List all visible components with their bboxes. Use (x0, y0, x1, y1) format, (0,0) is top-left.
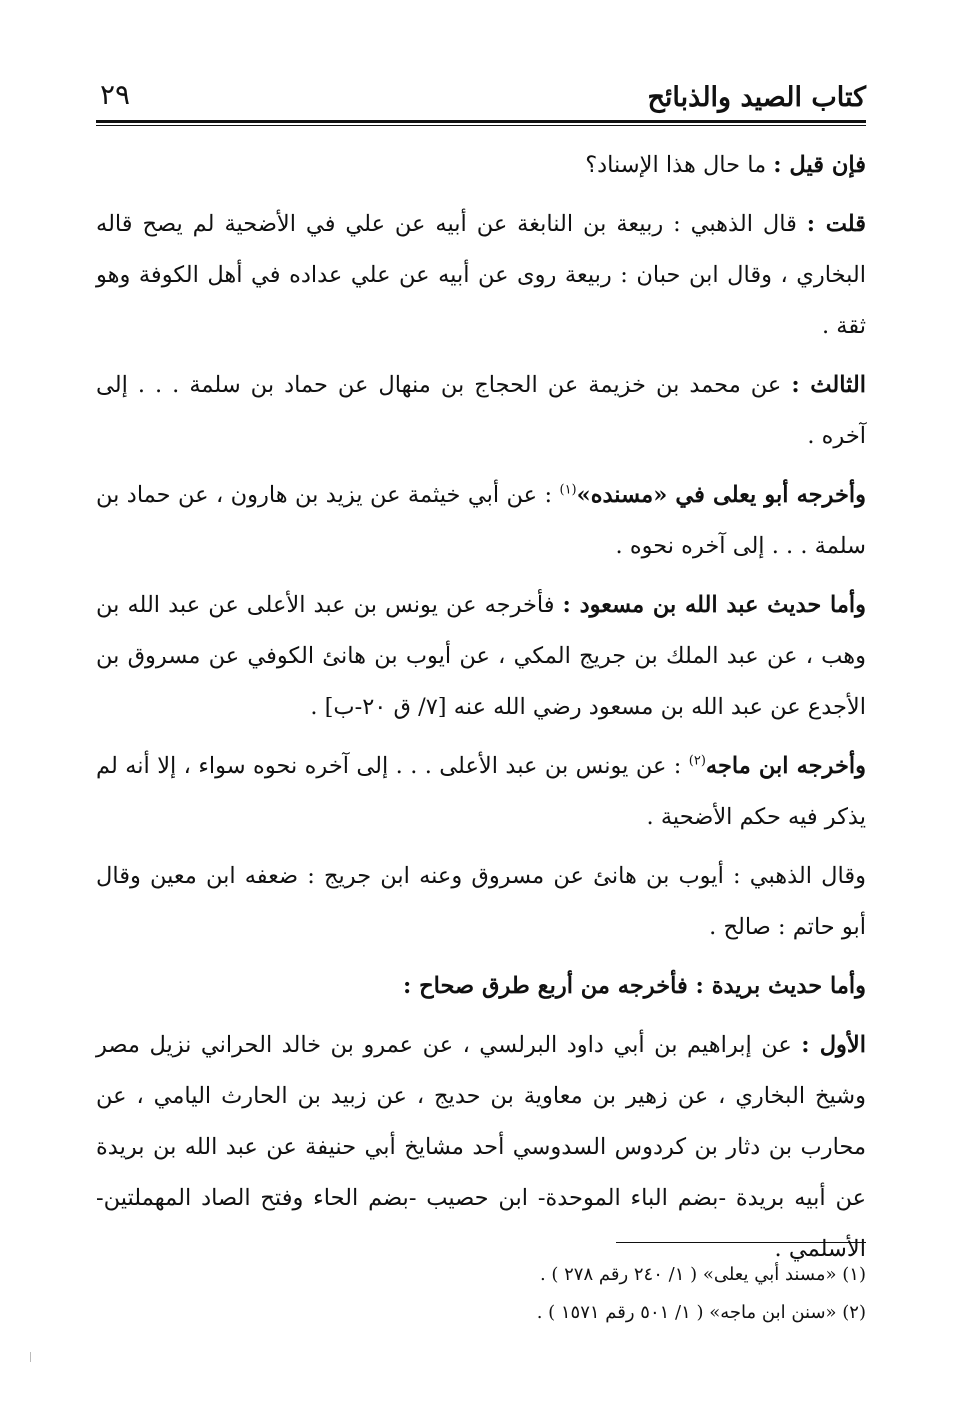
paragraph-lead: وأما حديث عبد الله بن مسعود : (562, 592, 866, 618)
paragraph (96, 140, 866, 191)
scan-mark (30, 1352, 31, 1362)
book-page (96, 70, 866, 1323)
paragraph-text: : عن أبي خيثمة عن يزيد بن هارون ، عن حماد بن سلمة . . . إلى آخره نحوه . (96, 482, 866, 559)
footnote: (٢) «سنن ابن ماجه» ( ١/ ٥٠١ رقم ١٥٧١ ) . (536, 1302, 866, 1323)
paragraph (96, 851, 866, 953)
paragraph-lead: فإن قيل : (773, 152, 866, 178)
page-header (96, 70, 866, 126)
paragraph-text: عن محمد بن خزيمة عن الحجاج بن منهال عن حماد بن سلمة . . . إلى آخره . (96, 372, 866, 449)
header-rule (96, 120, 866, 123)
header-rule-thin (96, 125, 866, 126)
paragraph-lead: وأخرجه أبو يعلى في «مسنده» (576, 482, 866, 508)
paragraph-text: قال الذهبي : ربيعة بن النابغة عن أبيه عن علي في الأضحية لم يصح قاله البخاري ، وقال ابن حبان : ربيعة روى عن أبيه عن علي عداده في أهل الكوفة وهو ثقة . (96, 211, 866, 339)
paragraph-lead: الأول : (801, 1032, 866, 1058)
paragraph (96, 741, 866, 843)
footnote-ref: (٢) (688, 753, 706, 769)
paragraph (96, 1020, 866, 1275)
running-title: كتاب الصيد والذبائح (647, 82, 866, 113)
footnotes (96, 1256, 866, 1332)
paragraph (96, 360, 866, 462)
section-heading (96, 961, 866, 1012)
section-heading-text: وأما حديث بريدة : فأخرجه من أربع طرق صحاح : (403, 973, 866, 999)
paragraph (96, 470, 866, 572)
paragraph-lead: الثالث : (791, 372, 866, 398)
paragraph-text: فأخرجه عن يونس بن عبد الأعلى عن عبد الله بن وهب ، عن عبد الملك بن جريج المكي ، عن أيوب بن هانئ الكوفي عن مسروق بن الأجدع عن عبد الله بن مسعود رضي الله عنه [٧/ ق ٢٠-ب] . (96, 592, 866, 720)
paragraph-lead: وأخرجه ابن ماجه (705, 753, 866, 779)
footnote: (١) «مسند أبي يعلى» ( ١/ ٢٤٠ رقم ٢٧٨ ) . (539, 1264, 866, 1285)
paragraph-text: : عن يونس بن عبد الأعلى . . . إلى آخره نحوه سواء ، إلا أنه لم يذكر فيه حكم الأضحية . (96, 753, 866, 830)
paragraph-text: عن إبراهيم بن أبي داود البرلسي ، عن عمرو بن خالد الحراني نزيل مصر وشيخ البخاري ، عن زهير بن معاوية بن حديج ، عن زبيد بن الحارث اليامي ، عن محارب بن دثار بن كردوس السدوسي أحد مشايخ أبي حنيفة عن عبد الله بن بريدة عن أبيه بريدة -بضم الباء الموحدة- ابن حصيب -بضم الحاء وفتح الصاد المهملتين- الأسلمي . (96, 1032, 866, 1262)
footnote-ref: (١) (559, 482, 577, 498)
paragraph-text: وقال الذهبي : أيوب بن هانئ عن مسروق وعنه ابن جريج : ضعفه ابن معين وقال أبو حاتم : صالح . (96, 863, 866, 940)
paragraph (96, 199, 866, 352)
page-body (96, 140, 866, 1275)
paragraph (96, 580, 866, 733)
paragraph-text: ما حال هذا الإسناد؟ (585, 152, 774, 178)
footnote-rule (616, 1242, 866, 1243)
page-number: ٢٩ (100, 78, 131, 111)
paragraph-lead: قلت : (806, 211, 866, 237)
